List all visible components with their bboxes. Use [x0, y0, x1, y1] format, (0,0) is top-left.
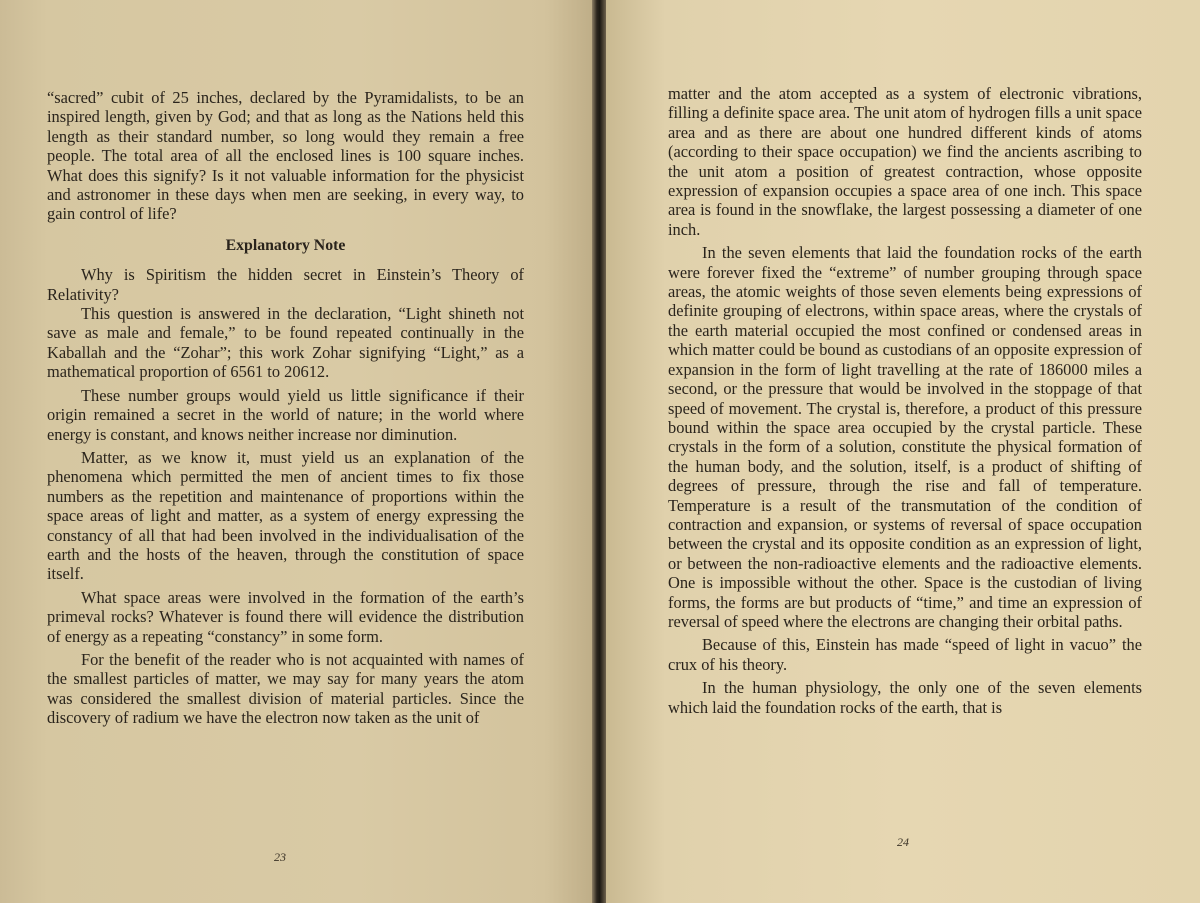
paragraph: In the seven elements that laid the foundation rocks of the earth were forever fixed the “extreme” of number grouping through space areas, the atomic weights of those seven elements being expressions of definite grouping of electrons, within space areas, where the crystals of the earth material occupied the most confined or condensed areas in which matter could be bound as custodians of an opposite expression of expansion in the form of light travelling at the rate of 186000 miles a second, or the pressure that would be involved in the stoppage of that speed of movement. The crystal is, therefore, a product of this pressure bound within the space area occupied by the crystal particle. These crystals in the form of a solution, constitute the physical formation of the human body, and the solution, itself, is a product of shifting of degrees of pressure, through the rise and fall of temperature. Temperature is a result of the transmutation of the condition of contraction and expansion, or systems of reversal of space occupation between the crystal and its opposite condition as an expression of light, or between the non-radioactive elements and the radioactive elements. One is impossible without the other. Space is the custodian of living forms, the forms are but products of “time,” and time an expression of reversal of speed where the electrons are changing their orbital paths.	[668, 243, 1142, 631]
left-page-text	[47, 88, 524, 728]
left-page	[0, 0, 592, 903]
page-number: 24	[897, 835, 909, 849]
paragraph: matter and the atom accepted as a system of electronic vibrations, filling a definite space area. The unit atom of hydrogen fills a unit space area and as there are about one hundred different kinds of atoms (according to their space occupation) we find the ancients ascribing to the unit atom a position of greatest contraction, whose opposite expression of expansion occupies a space area of one inch. This space area is found in the snowflake, the largest possessing a diameter of one inch.	[668, 84, 1142, 239]
book-gutter	[592, 0, 606, 903]
section-heading: Explanatory Note	[225, 236, 346, 254]
paragraph: Because of this, Einstein has made “speed of light in vacuo” the crux of his theory.	[668, 635, 1142, 674]
paragraph: Why is Spiritism the hidden secret in Einstein’s Theory of Relativity?	[47, 265, 524, 304]
paragraph: What space areas were involved in the formation of the earth’s primeval rocks? Whatever is found there will evidence the distribution of energy as a repeating “constancy” in some form.	[47, 587, 524, 646]
paragraph: “sacred” cubit of 25 inches, declared by the Pyramidalists, to be an inspired length, given by God; and that as long as the Nations held this length as their standard number, so long would they remain a free people. The total area of all the enclosed lines is 100 square inches. What does this signify? Is it not valuable information for the physicist and astronomer in these days when men are seeking, in every way, to gain control of life?	[47, 88, 524, 224]
paragraph: This question is answered in the declaration, “Light shineth not save as male and female,” to be found repeated continually in the Kaballah and the “Zohar”; this work Zohar signifying “Light,” as a mathematical proportion of 6561 to 20612.	[47, 304, 524, 382]
paragraph: In the human physiology, the only one of the seven elements which laid the foundation rocks of the earth, that is	[668, 678, 1142, 717]
paragraph: Matter, as we know it, must yield us an explanation of the phenomena which permitted the men of ancient times to fix those numbers as the repetition and maintenance of proportions within the space areas of light and matter, as a system of energy expressing the constancy of all that had been involved in the individualisation of the earth and the hosts of the heaven, through the constitution of space itself.	[47, 447, 524, 584]
page-number: 23	[274, 850, 286, 864]
right-page-text	[668, 84, 1142, 717]
right-page	[606, 0, 1200, 903]
paragraph: These number groups would yield us little significance if their origin remained a secret in the world of nature; in the world where energy is constant, and knows neither increase nor diminution.	[47, 385, 524, 444]
paragraph: For the benefit of the reader who is not acquainted with names of the smallest particles of matter, we may say for many years the atom was considered the smallest division of material particles. Since the discovery of radium we have the electron now taken as the unit of	[47, 649, 524, 728]
